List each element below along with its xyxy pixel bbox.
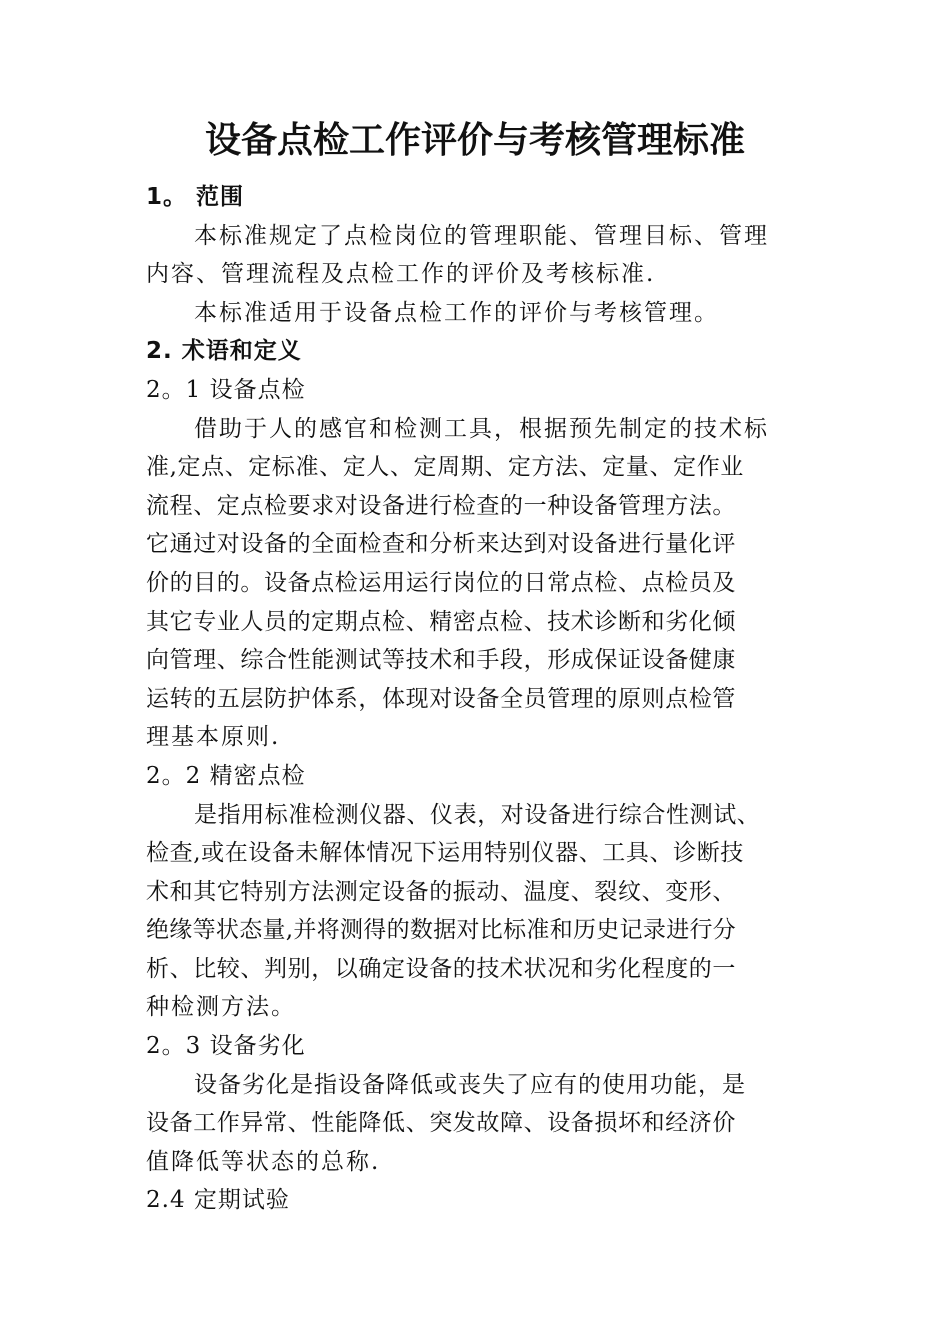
- subsection-heading: 2。2 精密点检: [146, 762, 306, 789]
- subsection-heading: 2。3 设备劣化: [146, 1033, 306, 1060]
- section-heading-terms: 2. 术语和定义: [146, 338, 302, 365]
- paragraph-line: 绝缘等状态量,并将测得的数据对比标准和历史记录进行分: [146, 917, 737, 944]
- document-title: 设备点检工作评价与考核管理标准: [204, 120, 745, 161]
- paragraph-line: 其它专业人员的定期点检、精密点检、技术诊断和劣化倾: [146, 608, 736, 635]
- paragraph-line: 价的目的。设备点检运用运行岗位的日常点检、点检员及: [146, 569, 736, 596]
- paragraph-line: 值降低等状态的总称.: [146, 1148, 381, 1175]
- paragraph-line: 理基本原则.: [146, 724, 281, 751]
- paragraph-line: 检查,或在设备未解体情况下运用特别仪器、工具、诊断技: [146, 840, 744, 867]
- paragraph-line: 设备劣化是指设备降低或丧失了应有的使用功能，是: [194, 1071, 746, 1098]
- paragraph-line: 本标准规定了点检岗位的管理职能、管理目标、管理: [194, 222, 769, 249]
- paragraph-line: 术和其它特别方法测定设备的振动、温度、裂纹、变形、: [146, 878, 736, 905]
- paragraph-line: 流程、定点检要求对设备进行检查的一种设备管理方法。: [146, 492, 736, 519]
- paragraph-line: 本标准适用于设备点检工作的评价与考核管理。: [194, 299, 719, 326]
- paragraph-line: 准,定点、定标准、定人、定周期、定方法、定量、定作业: [146, 454, 744, 481]
- paragraph-line: 运转的五层防护体系，体现对设备全员管理的原则点检管: [146, 685, 736, 712]
- paragraph-line: 内容、管理流程及点检工作的评价及考核标准.: [146, 261, 656, 288]
- section-heading-scope: 1。 范围: [146, 184, 245, 210]
- paragraph-line: 它通过对设备的全面检查和分析来达到对设备进行量化评: [146, 531, 736, 558]
- paragraph-line: 种检测方法。: [146, 994, 296, 1021]
- document-body: [146, 178, 818, 1220]
- paragraph-line: 设备工作异常、性能降低、突发故障、设备损坏和经济价: [146, 1110, 736, 1137]
- paragraph-line: 是指用标准检测仪器、仪表，对设备进行综合性测试、: [194, 801, 761, 828]
- paragraph-line: 析、比较、判别，以确定设备的技术状况和劣化程度的一: [146, 955, 736, 982]
- subsection-heading: 2。1 设备点检: [146, 376, 306, 403]
- paragraph-line: 借助于人的感官和检测工具，根据预先制定的技术标: [194, 415, 769, 442]
- subsection-heading: 2.4 定期试验: [146, 1187, 290, 1214]
- paragraph-line: 向管理、综合性能测试等技术和手段，形成保证设备健康: [146, 647, 736, 674]
